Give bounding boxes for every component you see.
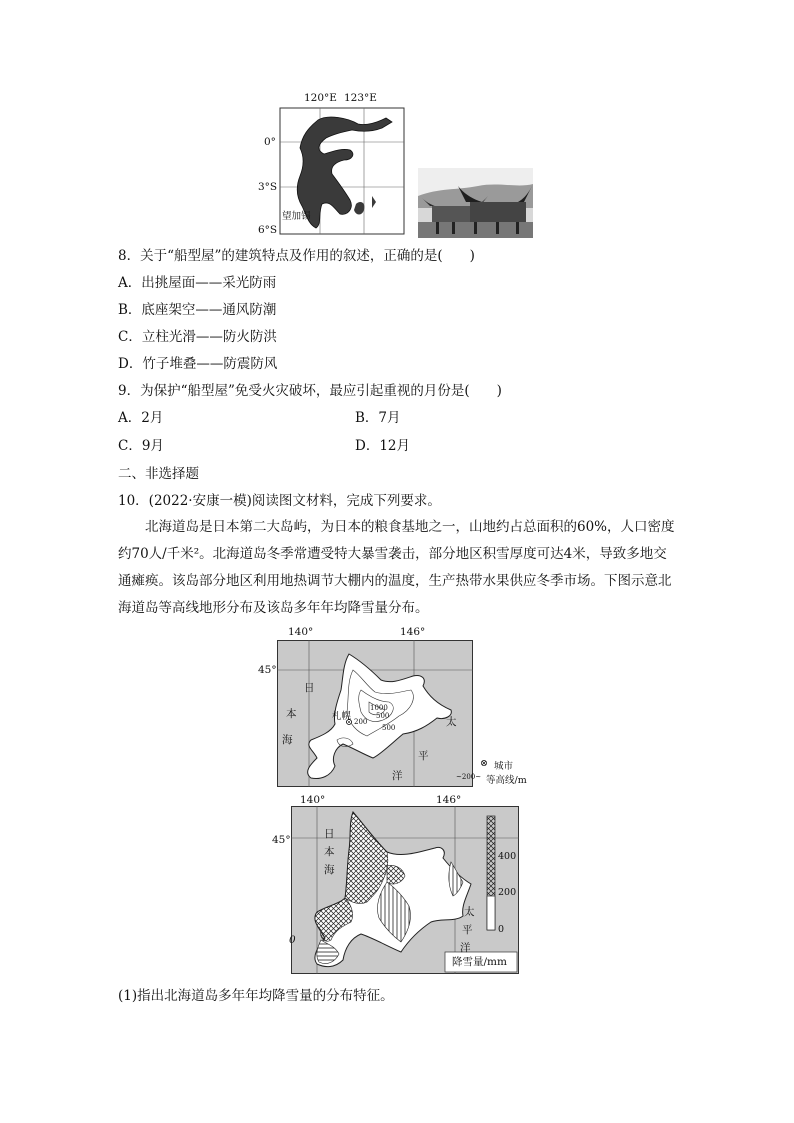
lat-label-0: 0°: [264, 136, 276, 148]
map1-sea-japan-1: 日: [304, 682, 315, 694]
q10-sub1: (1)指出北海道岛多年年均降雪量的分布特征。: [118, 988, 394, 1004]
map1-city-sapporo: 札幌: [332, 711, 352, 722]
sulawesi-map: [258, 92, 408, 240]
map1-contour-1000: 1000: [370, 704, 388, 712]
map1-lat-45: 45°: [258, 664, 277, 676]
q9-stem: 9．为保护“船型屋”免受火灾破坏，最应引起重视的月份是( ): [118, 383, 502, 399]
map1-sea-japan-2: 本: [286, 708, 297, 720]
map2-sea-japan-1: 日: [324, 828, 335, 840]
map2-pacific-2: 平: [462, 924, 473, 936]
map1-pacific-1: 太: [446, 716, 457, 728]
lon-label-123: 123°E: [344, 92, 377, 104]
map1-pacific-3: 洋: [392, 770, 403, 782]
map1-graphic: [277, 640, 473, 787]
q9-option-d[interactable]: D．12月: [355, 438, 411, 454]
map1-lon-140: 140°: [288, 626, 314, 638]
legend-city-label: 城市: [494, 761, 514, 772]
map1-contour-500b: 500: [382, 724, 396, 732]
q9-option-b[interactable]: B．7月: [355, 410, 401, 426]
map2-sea-japan-2: 本: [324, 846, 335, 858]
q9-option-c[interactable]: C．9月: [118, 438, 164, 454]
map2-sea-japan-3: 海: [324, 864, 335, 876]
hokkaido-snowfall-map: [272, 794, 522, 976]
snowfall-legend-title: 降雪量/mm: [452, 956, 507, 968]
legend-contour-label: 等高线/m: [486, 775, 527, 786]
map1-lon-146: 146°: [400, 626, 426, 638]
lon-label-120: 120°E: [304, 92, 337, 104]
section-title: 二、非选择题: [118, 466, 199, 482]
snowfall-scale-bar: [487, 816, 495, 930]
map1-sea-japan-3: 海: [282, 734, 293, 746]
scale-value-400: 400: [498, 851, 517, 862]
q8-option-a[interactable]: A．出挑屋面——采光防雨: [118, 275, 277, 291]
hokkaido-contour-map: [258, 626, 548, 788]
boat-house-drawing: [418, 168, 533, 238]
map1-contour-500a: 500: [376, 712, 390, 720]
lat-label-6s: 6°S: [258, 224, 278, 236]
map2-pacific-1: 太: [464, 906, 475, 918]
map2-corner-mark: 0: [289, 934, 296, 946]
map1-pacific-2: 平: [418, 750, 429, 762]
q8-option-b[interactable]: B．底座架空——通风防潮: [118, 302, 277, 318]
q8-option-d[interactable]: D．竹子堆叠——防震防风: [118, 356, 278, 372]
legend-contour-sample: ~200~: [456, 773, 482, 781]
legend-city-icon: ⊗: [480, 758, 488, 769]
q10-paragraph: 北海道岛是日本第二大岛屿，为日本的粮食基地之一，山地约占总面积的60%，人口密度约70人/千米²。北海道岛冬季常遭受特大暴雪袭击，部分地区积雪厚度可达4米，导致多地交通瘫痪。该岛部分地区利用地热调节大棚内的温度，生产热带水果供应冬季市场。下图示意北海道岛等高线地形分布及该岛多年年均降雪量分布。: [118, 519, 675, 616]
scale-value-0: 0: [498, 924, 505, 935]
map2-lon-140: 140°: [300, 794, 326, 806]
map2-pacific-3: 洋: [460, 942, 471, 954]
map2-lat-45: 45°: [272, 834, 291, 846]
scale-value-200: 200: [498, 887, 517, 898]
city-label-makassar: 望加锡: [282, 211, 311, 222]
q9-option-a[interactable]: A．2月: [118, 410, 164, 426]
q10-stem: 10．(2022·安康一模)阅读图文材料，完成下列要求。: [118, 493, 441, 509]
q8-stem: 8．关于“船型屋”的建筑特点及作用的叙述，正确的是( ): [118, 248, 475, 264]
boat-house-photo: [418, 168, 533, 238]
lat-label-3s: 3°S: [258, 181, 278, 193]
map2-lon-146: 146°: [436, 794, 462, 806]
map1-contour-200: 200: [354, 718, 368, 726]
q8-option-c[interactable]: C．立柱光滑——防火防洪: [118, 329, 277, 345]
